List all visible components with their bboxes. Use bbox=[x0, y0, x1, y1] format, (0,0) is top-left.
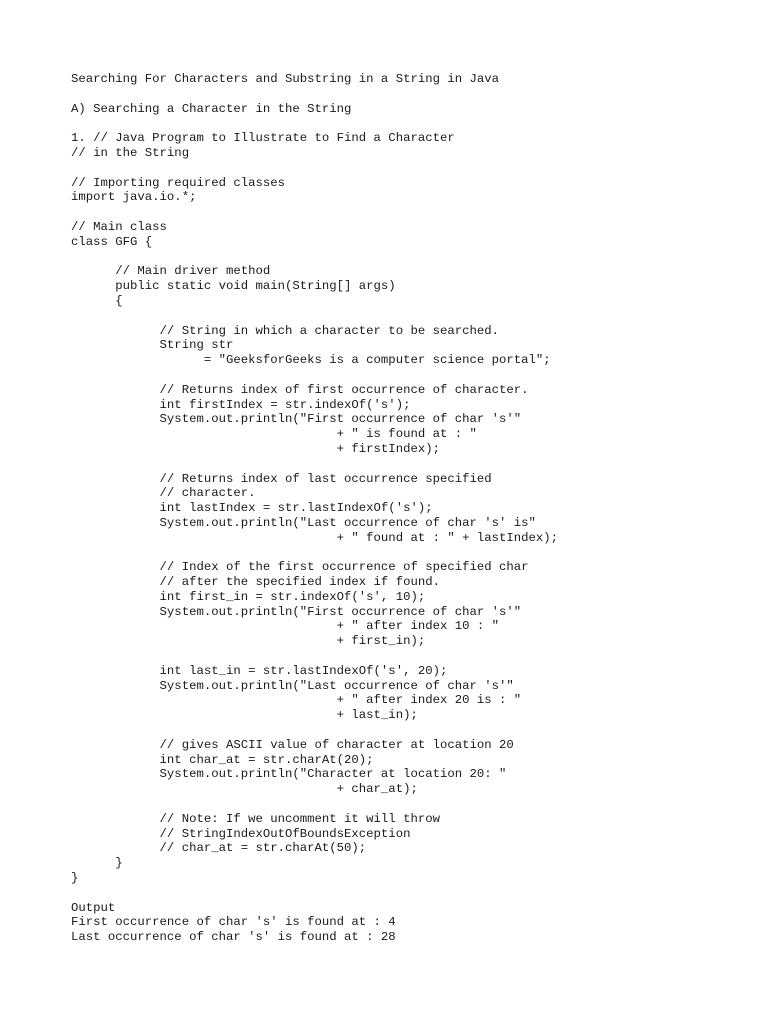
code-line: // gives ASCII value of character at location 20 bbox=[71, 737, 514, 752]
code-line: System.out.println("Character at location 20: " bbox=[71, 767, 507, 782]
code-line: // Note: If we uncomment it will throw bbox=[71, 811, 440, 826]
section-heading bbox=[71, 102, 751, 117]
code-line: System.out.println("Last occurrence of char 's' is" bbox=[71, 515, 536, 530]
document-title bbox=[71, 72, 751, 87]
code-line: class GFG { bbox=[71, 234, 153, 249]
code-line: + " is found at : " bbox=[71, 427, 477, 442]
code-line: int lastIndex = str.lastIndexOf('s'); bbox=[71, 501, 433, 516]
code-listing bbox=[71, 131, 751, 945]
title-line: Searching For Characters and Substring in a String in Java bbox=[71, 72, 500, 86]
code-line: // String in which a character to be searched. bbox=[71, 323, 500, 338]
code-line: // Returns index of first occurrence of character. bbox=[71, 382, 529, 397]
code-line: { bbox=[71, 293, 123, 308]
code-line: = "GeeksforGeeks is a computer science portal"; bbox=[71, 353, 551, 368]
code-line: System.out.println("First occurrence of char 's'" bbox=[71, 604, 522, 619]
code-line bbox=[71, 309, 751, 324]
code-line: import java.io.*; bbox=[71, 190, 197, 205]
code-line: Output bbox=[71, 900, 116, 915]
code-line: } bbox=[71, 856, 123, 871]
code-line bbox=[71, 457, 751, 472]
code-line bbox=[71, 797, 751, 812]
code-line: // char_at = str.charAt(50); bbox=[71, 841, 367, 856]
code-line: + first_in); bbox=[71, 634, 426, 649]
code-line bbox=[71, 649, 751, 664]
code-line: // Index of the first occurrence of specified char bbox=[71, 560, 529, 575]
code-line: Last occurrence of char 's' is found at : 28 bbox=[71, 930, 396, 945]
code-line: + firstIndex); bbox=[71, 441, 440, 456]
code-line: // Importing required classes bbox=[71, 175, 286, 190]
code-line: int last_in = str.lastIndexOf('s', 20); bbox=[71, 663, 448, 678]
code-line: // character. bbox=[71, 486, 256, 501]
code-line: // Main class bbox=[71, 219, 167, 234]
code-line: + last_in); bbox=[71, 708, 418, 723]
code-line: int char_at = str.charAt(20); bbox=[71, 752, 374, 767]
code-line bbox=[71, 205, 751, 220]
section-line: A) Searching a Character in the String bbox=[71, 101, 352, 116]
code-line bbox=[71, 723, 751, 738]
code-line: // after the specified index if found. bbox=[71, 575, 440, 590]
code-line: First occurrence of char 's' is found at : 4 bbox=[71, 915, 396, 930]
code-line: + " after index 20 is : " bbox=[71, 693, 522, 708]
code-line bbox=[71, 161, 751, 176]
code-line: } bbox=[71, 871, 79, 886]
code-line: String str bbox=[71, 338, 234, 353]
code-line: + " found at : " + lastIndex); bbox=[71, 530, 559, 545]
code-line: System.out.println("Last occurrence of char 's'" bbox=[71, 678, 514, 693]
code-line bbox=[71, 546, 751, 561]
code-line bbox=[71, 886, 751, 901]
code-line: + " after index 10 : " bbox=[71, 619, 500, 634]
code-line: + char_at); bbox=[71, 782, 418, 797]
code-line: // StringIndexOutOfBoundsException bbox=[71, 826, 411, 841]
code-line: 1. // Java Program to Illustrate to Find a Character bbox=[71, 131, 455, 146]
code-line: // in the String bbox=[71, 145, 190, 160]
code-line: // Returns index of last occurrence specified bbox=[71, 471, 492, 486]
code-line bbox=[71, 250, 751, 265]
code-line bbox=[71, 368, 751, 383]
document-page bbox=[71, 72, 751, 945]
code-line: int first_in = str.indexOf('s', 10); bbox=[71, 589, 426, 604]
code-line: // Main driver method bbox=[71, 264, 271, 279]
code-line: System.out.println("First occurrence of char 's'" bbox=[71, 412, 522, 427]
code-line: public static void main(String[] args) bbox=[71, 279, 396, 294]
code-line: int firstIndex = str.indexOf('s'); bbox=[71, 397, 411, 412]
